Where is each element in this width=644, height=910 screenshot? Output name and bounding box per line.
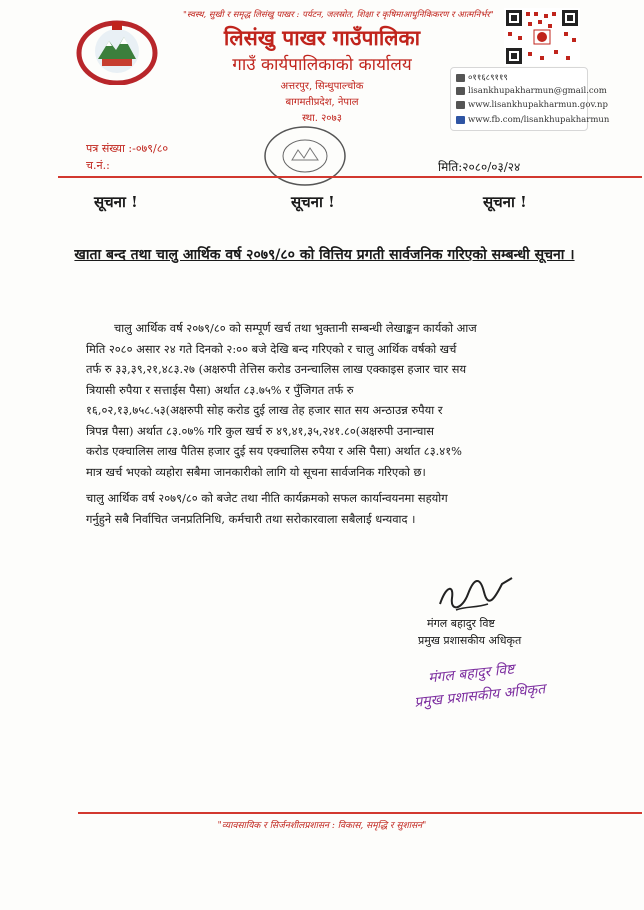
letter-date: मिति:२०८०/०३/२४ [438, 160, 521, 174]
header-slogan: "स्वस्थ, सुखी र समृद्ध लिसंखु पाखर : पर्यटन, जलस्रोत, शिक्षा र कृषिमाआधुनिकिकरण र आत्मनिर्भर" [183, 10, 494, 20]
handwritten-signature [432, 566, 522, 616]
facebook-text: www.fb.com/lisankhupakharmun [468, 115, 610, 125]
notice-heading-center: सूचना ! [291, 193, 335, 211]
letter-number: पत्र संख्या :-०७९/८० [86, 142, 169, 155]
municipality-title: लिसंखु पाखर गाउँपालिका [223, 25, 421, 50]
address-line-1: अत्तरपुर, सिन्धुपाल्चोक [280, 81, 364, 92]
notice-heading-left: सूचना ! [94, 193, 138, 211]
body-line: त्रियासी रुपैया र सत्ताईस पैसा) अर्थात ८३.७५% र पुँजिगत तर्फ रु [86, 382, 354, 397]
contact-email [456, 86, 607, 96]
office-stamp [262, 124, 348, 188]
designation-stamp: प्रमुख प्रशासकीय अधिकृत [413, 681, 546, 711]
body-line: मात्र खर्च भएको व्यहोरा सबैमा जानकारीको लागि यो सूचना सार्वजनिक गरिएको छ। [86, 464, 426, 479]
globe-icon [456, 101, 465, 109]
dispatch-number: च.नं.: [86, 159, 110, 172]
closing-line: चालु आर्थिक वर्ष २०७९/८० को बजेट तथा नीति कार्यक्रमको सफल कार्यान्वयनमा सहयोग [86, 491, 448, 505]
website-text: www.lisankhupakharmun.gov.np [468, 100, 608, 110]
facebook-icon [456, 116, 465, 124]
body-line: चालु आर्थिक वर्ष २०७९/८० को सम्पूर्ण खर्च तथा भुक्तानी सम्बन्धी लेखाङ्कन कार्यको आज [114, 321, 477, 335]
body-line: करोड एक्चालिस लाख पैतिस हजार दुई सय एक्चालिस रुपैया र असि पैसा) अर्थात ८३.४१% [86, 444, 462, 458]
phone-text: ०११६८९११९ [468, 73, 508, 83]
phone-icon [456, 74, 465, 82]
contact-phone [456, 72, 508, 83]
email-icon [456, 87, 465, 95]
contact-website [456, 100, 608, 110]
body-line: त्रिपन्न पैसा) अर्थात ८३.०७% गरि कुल खर्च रु ४९,४१,३५,२४१.८०(अक्षरुपी उनान्चास [86, 423, 434, 438]
qr-code-image [504, 8, 580, 66]
contact-facebook [456, 115, 609, 125]
notice-heading-right: सूचना ! [483, 193, 527, 211]
body-line: १६,०२,१३,७५८.५३(अक्षरुपी सोह करोड दुई लाख तेह हजार सात सय अन्ठाउन्न रुपैया र [86, 403, 443, 417]
established-year: स्था. २०७३ [302, 113, 342, 124]
signatory-designation: प्रमुख प्रशासकीय अधिकृत [418, 634, 522, 647]
notice-subject [72, 244, 577, 266]
footer-divider [78, 812, 642, 814]
body-line: तर्फ रु ३३,३९,२१,४८३.२७ (अक्षरुपी तेत्तिस करोड उनन्चालिस लाख एक्काइस हजार चार सय [86, 362, 467, 376]
body-line: मिति २०८० असार २४ गते दिनको २:०० बजे देखि बन्द गरिएको र चालु आर्थिक वर्षको खर्च [86, 341, 457, 356]
footer-slogan: "व्यावसायिक र सिर्जनशीलप्रशासन : विकास, समृद्धि र सुशासन" [217, 821, 427, 831]
body-paragraph [86, 318, 572, 482]
address-line-2: बागमतीप्रदेश, नेपाल [285, 97, 359, 108]
name-stamp: मंगल बहादुर विष्ट [427, 661, 516, 687]
signatory-name: मंगल बहादुर विष्ट [427, 617, 495, 630]
closing-line: गर्नुहुने सबै निर्वाचित जनप्रतिनिधि, कर्मचारी तथा सरोकारवाला सबैलाई धन्यवाद । [86, 511, 416, 526]
email-text: lisankhupakharmun@gmail.com [468, 86, 607, 96]
header-divider [58, 176, 642, 178]
office-subtitle: गाउँ कार्यपालिकाको कार्यालय [232, 55, 412, 75]
subject-text: खाता बन्द तथा चालु आर्थिक वर्ष २०७९/८० को वित्तिय प्रगती सार्वजनिक गरिएको सम्बन्धी सूचना । [74, 247, 575, 263]
closing-paragraph [86, 488, 572, 529]
